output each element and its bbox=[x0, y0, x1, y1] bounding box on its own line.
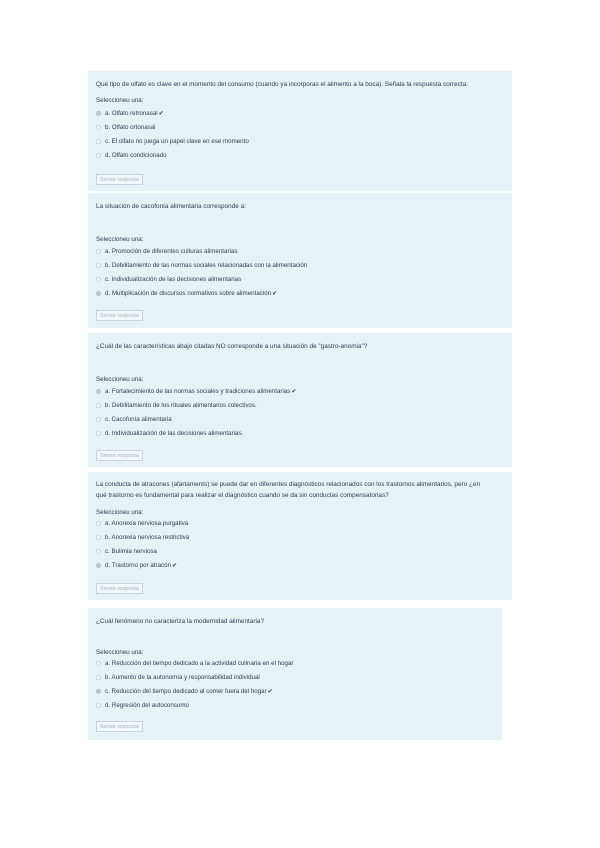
correct-check-icon: ✔ bbox=[267, 688, 273, 695]
question-block-1 bbox=[88, 71, 512, 191]
radio-button[interactable] bbox=[96, 431, 101, 436]
radio-button[interactable] bbox=[96, 125, 101, 130]
option-label: b. Olfato ortonasal bbox=[105, 124, 156, 132]
option-label: c. Bulimia nerviosa bbox=[105, 547, 157, 555]
option-label: d. Olfato condicionado bbox=[105, 151, 167, 159]
option-label: d. Individualización de las decisiones alimentarias. bbox=[105, 429, 244, 437]
question-block-2 bbox=[88, 193, 512, 328]
option-a[interactable] bbox=[96, 107, 249, 121]
option-label: d. Regresión del autoconsumo bbox=[105, 701, 189, 709]
option-label: c. Cacofonía alimentaria bbox=[105, 415, 172, 423]
option-d[interactable] bbox=[96, 426, 296, 440]
radio-button[interactable] bbox=[96, 675, 101, 680]
radio-button[interactable] bbox=[96, 535, 101, 540]
select-label: Seleccioneu una: bbox=[96, 236, 144, 243]
option-d[interactable] bbox=[96, 698, 294, 712]
select-label: Seleccioneu una: bbox=[96, 649, 144, 656]
option-a[interactable] bbox=[96, 657, 294, 671]
option-b[interactable] bbox=[96, 531, 189, 545]
option-label: c. Individualización de las decisiones alimentarias bbox=[105, 275, 242, 283]
correct-check-icon: ✔ bbox=[272, 290, 278, 297]
radio-button[interactable] bbox=[96, 689, 101, 694]
radio-button[interactable] bbox=[96, 277, 101, 282]
option-label: c. Reducción del tiempo dedicado al comer fuera del hogar bbox=[105, 687, 267, 695]
option-b[interactable] bbox=[96, 121, 249, 135]
option-label: b. Debilitamiento de las normas sociales relacionadas con la alimentación bbox=[105, 262, 308, 270]
question-block-5 bbox=[88, 608, 502, 740]
option-c[interactable] bbox=[96, 413, 296, 427]
radio-button[interactable] bbox=[96, 153, 101, 158]
clear-response-button[interactable]: Sense resposta bbox=[96, 583, 143, 594]
options-list bbox=[96, 385, 296, 440]
option-b[interactable] bbox=[96, 399, 296, 413]
option-label: c. El olfato no juega un papel clave en ese momento bbox=[105, 137, 249, 145]
correct-check-icon: ✔ bbox=[291, 389, 297, 396]
radio-button[interactable] bbox=[96, 111, 101, 116]
option-b[interactable] bbox=[96, 259, 307, 273]
clear-response-button[interactable]: Sense resposta bbox=[96, 310, 143, 321]
question-prompt: Qué tipo de olfato es clave en el momento del consumo (cuando ya incorporas el alimento a la boca). Señala la respuesta correcta: bbox=[96, 81, 468, 88]
option-a[interactable] bbox=[96, 517, 189, 531]
option-label: a. Anorexia nerviosa purgativa bbox=[105, 520, 189, 528]
radio-button[interactable] bbox=[96, 703, 101, 708]
radio-button[interactable] bbox=[96, 521, 101, 526]
option-d[interactable] bbox=[96, 148, 249, 162]
options-list bbox=[96, 245, 307, 300]
option-label: b. Aumento de la autonomía y responsabilidad individual bbox=[105, 674, 260, 682]
radio-button[interactable] bbox=[96, 263, 101, 268]
option-b[interactable] bbox=[96, 671, 294, 685]
clear-response-button[interactable]: Sense resposta bbox=[96, 721, 143, 732]
correct-check-icon: ✔ bbox=[172, 562, 178, 569]
correct-check-icon: ✔ bbox=[158, 111, 164, 118]
option-label: a. Fortalecimiento de las normas sociales y tradiciones alimentarias bbox=[105, 388, 291, 396]
radio-button[interactable] bbox=[96, 249, 101, 254]
options-list bbox=[96, 657, 294, 712]
option-label: b. Anorexia nerviosa restrictiva bbox=[105, 534, 190, 542]
select-label: Seleccioneu una: bbox=[96, 509, 144, 516]
option-label: b. Debilitamiento de los rituales alimentarios colectivos. bbox=[105, 402, 257, 410]
option-c[interactable] bbox=[96, 273, 307, 287]
radio-button[interactable] bbox=[96, 549, 101, 554]
options-list bbox=[96, 517, 189, 572]
radio-button[interactable] bbox=[96, 417, 101, 422]
option-label: a. Promoción de diferentes culturas alimentarias bbox=[105, 248, 238, 256]
select-label: Seleccioneu una: bbox=[96, 97, 144, 104]
options-list bbox=[96, 107, 249, 162]
option-a[interactable] bbox=[96, 385, 296, 399]
option-a[interactable] bbox=[96, 245, 307, 259]
option-c[interactable] bbox=[96, 135, 249, 149]
radio-button[interactable] bbox=[96, 563, 101, 568]
question-prompt: La situación de cacofonía alimentaria corresponde a: bbox=[96, 203, 246, 210]
question-prompt: ¿Cuál de las características abajo citadas NO corresponde a una situación de "gastro-anomia"? bbox=[96, 343, 368, 350]
radio-button[interactable] bbox=[96, 661, 101, 666]
question-block-3 bbox=[88, 333, 512, 467]
radio-button[interactable] bbox=[96, 389, 101, 394]
option-d[interactable] bbox=[96, 286, 307, 300]
question-block-4 bbox=[88, 472, 512, 600]
radio-button[interactable] bbox=[96, 291, 101, 296]
clear-response-button[interactable]: Sense resposta bbox=[96, 450, 143, 461]
select-label: Seleccioneu una: bbox=[96, 376, 144, 383]
clear-response-button[interactable]: Sense resposta bbox=[96, 174, 143, 185]
option-label: d. Multiplicación de discursos normativos sobre alimentación bbox=[105, 289, 272, 297]
radio-button[interactable] bbox=[96, 403, 101, 408]
question-prompt: La conducta de atracones (afartaments) se puede dar en diferentes diagnósticos relacionados con los trastornos alimentarios, pero ¿en qué trastorno es fundamental para realizar el diagnóstico cuando se da sin conductas compensatorias? bbox=[96, 481, 481, 499]
option-c[interactable] bbox=[96, 545, 189, 559]
option-label: d. Trastorno por atracón bbox=[105, 561, 172, 569]
option-c[interactable] bbox=[96, 685, 294, 699]
question-prompt: ¿Cuál fenómeno no caracteriza la modernidad alimentaria? bbox=[96, 618, 265, 625]
option-label: a. Reducción del tiempo dedicado a la actividad culinaria en el hogar bbox=[105, 660, 294, 668]
radio-button[interactable] bbox=[96, 139, 101, 144]
option-d[interactable] bbox=[96, 558, 189, 572]
option-label: a. Olfato retronasal bbox=[105, 110, 158, 118]
